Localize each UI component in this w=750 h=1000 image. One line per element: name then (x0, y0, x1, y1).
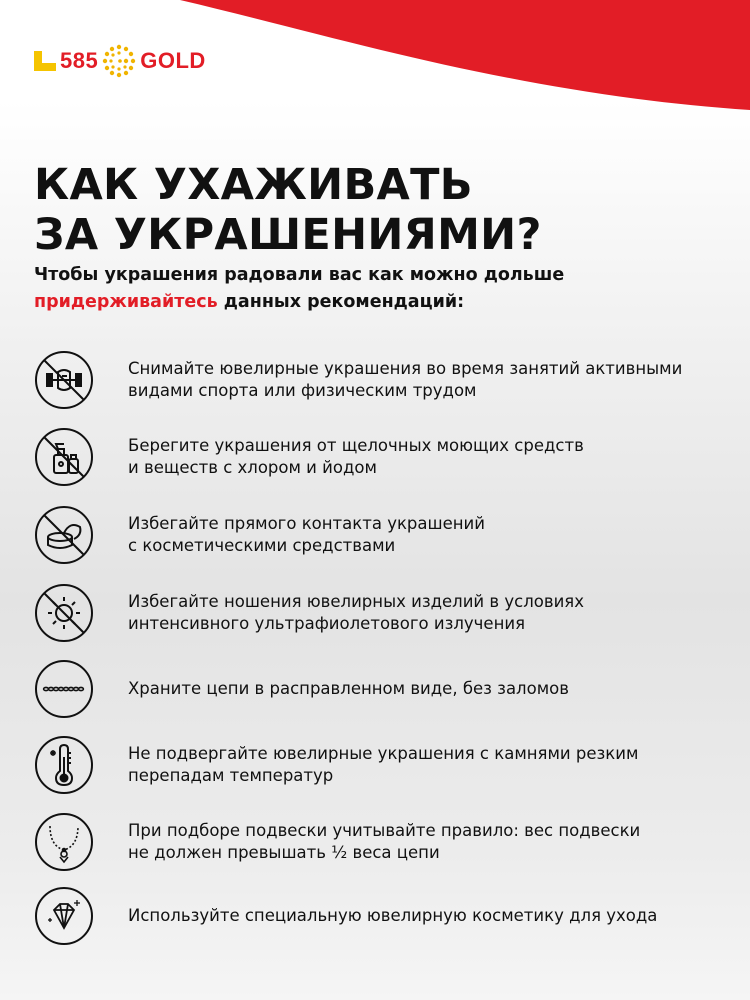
no-chemicals-icon (34, 427, 94, 487)
care-tip-1 (34, 349, 724, 411)
care-tip-3-text: Избегайте прямого контакта украшений с косметическими средствами (128, 514, 485, 555)
care-tip-4 (34, 582, 724, 644)
care-tip-2-text: Берегите украшения от щелочных моющих средств и веществ с хлором и йодом (128, 436, 584, 477)
care-tip-4-text: Избегайте ношения ювелирных изделий в условиях интенсивного ультрафиолетового излучения (128, 592, 584, 633)
chain-icon (34, 659, 94, 719)
brand-logo[interactable] (34, 44, 206, 78)
no-sun-icon (34, 583, 94, 643)
necklace-pendant-icon (34, 812, 94, 872)
care-tip-3 (34, 504, 724, 566)
logo-g-dots-icon (102, 44, 136, 78)
logo-mark-icon (34, 51, 56, 71)
care-tip-2 (34, 426, 724, 488)
care-tip-5-text: Храните цепи в расправленном виде, без заломов (128, 679, 569, 698)
page-subtitle (34, 262, 564, 316)
subtitle-line-2: данных рекомендаций: (217, 292, 465, 312)
logo-number: 585 (60, 48, 99, 73)
no-sport-dumbbell-icon (34, 350, 94, 410)
logo-word: GOLD (140, 48, 206, 73)
care-tip-8 (34, 885, 724, 947)
care-tip-5 (34, 658, 724, 720)
care-tip-7-text: При подборе подвески учитывайте правило: вес подвески не должен превышать ½ веса цепи (128, 821, 641, 862)
care-tip-1-text: Снимайте ювелирные украшения во время занятий активными видами спорта или физическим трудом (128, 359, 683, 400)
page-title-line-1: КАК УХАЖИВАТЬ (34, 160, 473, 210)
page-title (34, 160, 542, 260)
diamond-icon (34, 886, 94, 946)
subtitle-line-1: Чтобы украшения радовали вас как можно дольше (34, 265, 565, 285)
care-tip-8-text: Используйте специальную ювелирную косметику для ухода (128, 906, 658, 925)
subtitle-highlight: придерживайтесь (34, 292, 218, 312)
care-tip-7 (34, 811, 724, 873)
care-tip-6 (34, 734, 724, 796)
no-cosmetics-icon (34, 505, 94, 565)
page-title-line-2: ЗА УКРАШЕНИЯМИ? (34, 210, 542, 260)
care-tip-6-text: Не подвергайте ювелирные украшения с камнями резким перепадам температур (128, 744, 639, 785)
thermometer-icon (34, 735, 94, 795)
